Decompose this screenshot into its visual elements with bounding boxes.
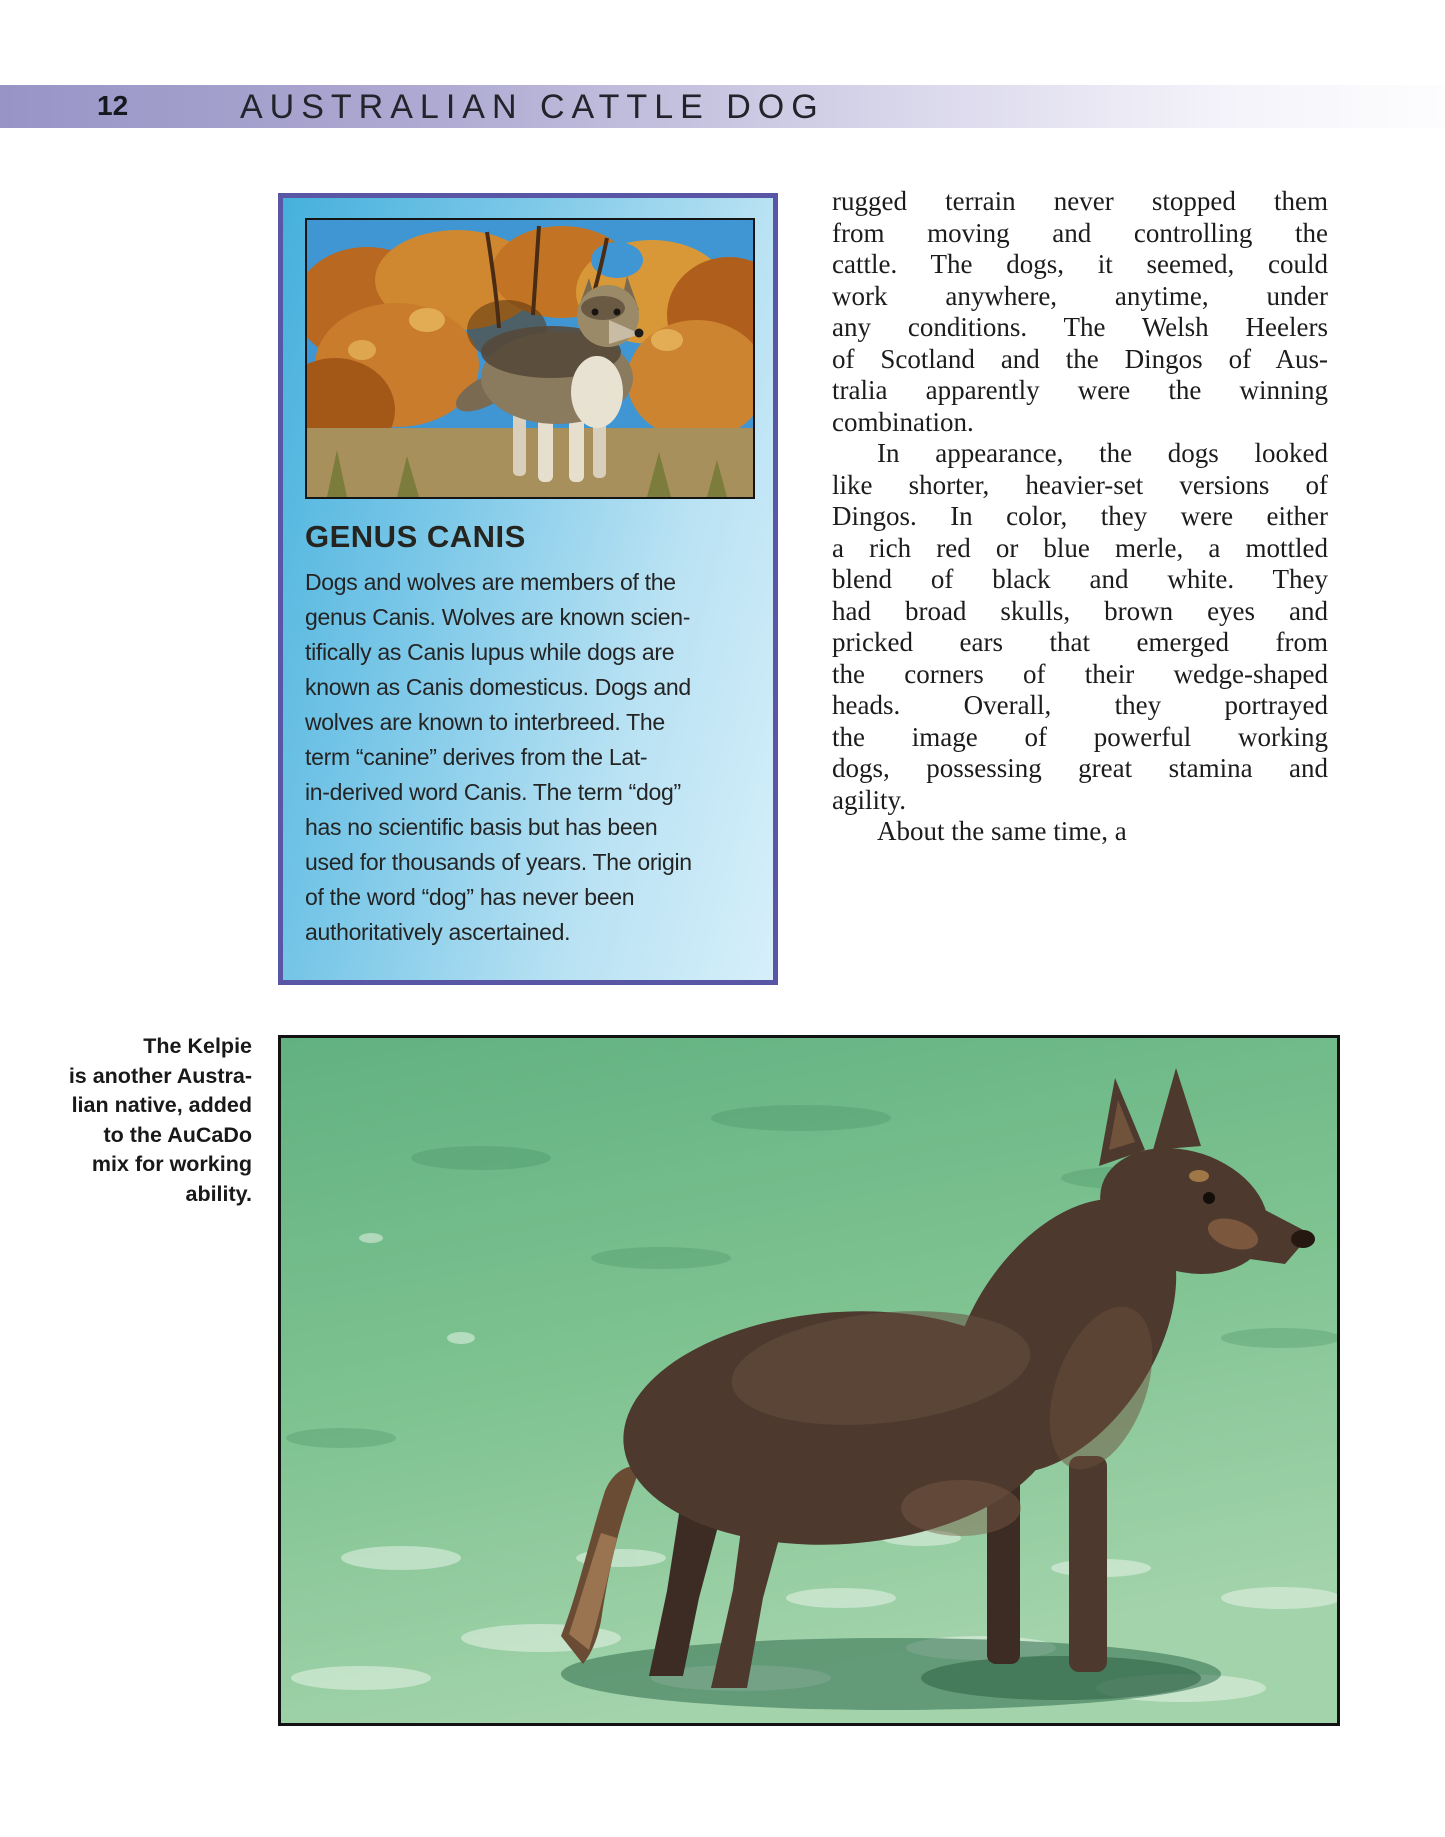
genus-box-text [305, 565, 751, 950]
text-line: The Kelpie [143, 1034, 252, 1058]
page-title: AUSTRALIAN CATTLE DOG [240, 88, 825, 126]
text-line: tifically as Canis lupus while dogs are [305, 639, 675, 665]
text-line: pricked ears that emerged from [832, 627, 1328, 657]
text-line: authoritatively ascertained. [305, 919, 571, 945]
body-text-column [832, 186, 1328, 848]
text-line: cattle. The dogs, it seemed, could [832, 249, 1328, 279]
text-line: known as Canis domesticus. Dogs and [305, 674, 691, 700]
text-line: dogs, possessing great stamina and [832, 753, 1328, 783]
text-line: tralia apparently were the winning [832, 375, 1328, 405]
wolf-photo-illustration [307, 220, 753, 497]
text-line: lian native, added [71, 1093, 252, 1117]
text-line: of the word “dog” has never been [305, 884, 635, 910]
genus-box-heading: GENUS CANIS [305, 519, 526, 554]
text-line: in-derived word Canis. The term “dog” [305, 779, 681, 805]
text-line: ability. [185, 1181, 252, 1206]
header-band [0, 85, 1445, 128]
text-line: genus Canis. Wolves are known scien- [305, 604, 691, 630]
text-line: Dogs and wolves are members of the [305, 569, 676, 595]
text-line: About the same time, a [877, 816, 1127, 846]
kelpie-photo-illustration [281, 1038, 1337, 1723]
wolf-photo [305, 218, 755, 499]
paragraph [832, 816, 1328, 848]
text-line: agility. [832, 784, 906, 815]
text-line: In appearance, the dogs looked [877, 438, 1328, 468]
text-line: used for thousands of years. The origin [305, 849, 692, 875]
text-line: had broad skulls, brown eyes and [832, 595, 1328, 626]
text-line: any conditions. The Welsh Heelers [832, 312, 1328, 342]
text-line: like shorter, heavier-set versions of [832, 469, 1328, 500]
paragraph [832, 186, 1328, 438]
text-line: from moving and controlling the [832, 217, 1328, 248]
text-line: combination. [832, 406, 974, 437]
text-line: the corners of their wedge-shaped [832, 658, 1328, 689]
text-line: term “canine” derives from the Lat- [305, 744, 648, 770]
text-line: work anywhere, anytime, under [832, 280, 1328, 311]
text-line: a rich red or blue merle, a mottled [832, 532, 1328, 563]
kelpie-caption [55, 1032, 252, 1209]
page-number: 12 [97, 90, 129, 121]
text-line: mix for working [91, 1152, 252, 1176]
text-line: rugged terrain never stopped them [832, 186, 1328, 216]
genus-canis-box [278, 193, 778, 985]
text-line: is another Austra- [68, 1063, 252, 1088]
text-line: blend of black and white. They [832, 564, 1328, 594]
paragraph [832, 438, 1328, 816]
text-line: to the AuCaDo [103, 1122, 252, 1147]
text-line: wolves are known to interbreed. The [305, 709, 665, 735]
text-line: the image of powerful working [832, 721, 1328, 752]
text-line: heads. Overall, they portrayed [832, 690, 1328, 720]
text-line: Dingos. In color, they were either [832, 501, 1328, 531]
text-line: of Scotland and the Dingos of Aus- [832, 343, 1328, 374]
kelpie-photo [278, 1035, 1340, 1726]
text-line: has no scientific basis but has been [305, 814, 658, 840]
